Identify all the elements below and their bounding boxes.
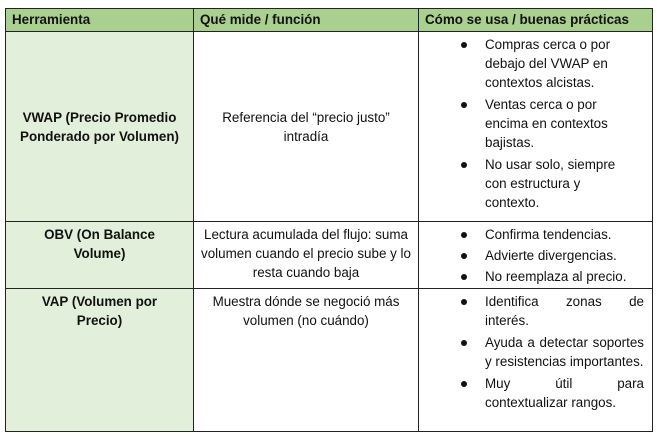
header-usage: Cómo se usa / buenas prácticas [419,9,653,32]
list-item: Muy útil para contextualizar rangos. [462,374,644,412]
measures-text: Muestra dónde se negoció más volumen (no cuándo) [212,294,400,328]
measures-cell [194,32,419,222]
tool-name: VWAP (Precio Promedio Ponderado por Volumen) [20,109,179,144]
measures-text: Lectura acumulada del flujo: suma volumen cuando el precio sube y lo resta cuando baja [201,227,411,280]
measures-text: Referencia del “precio justo” intradía [222,109,390,144]
header-tool: Herramienta [6,9,194,32]
measures-cell [194,222,419,289]
list-item: No usar solo, siempre con estructura y contexto. [462,155,624,212]
tool-name: OBV (On Balance Volume) [44,227,155,261]
list-item: Advierte divergencias. [462,246,646,265]
measures-cell [194,289,419,432]
list-item: Compras cerca o por debajo del VWAP en contextos alcistas. [462,35,624,92]
list-item: Confirma tendencias. [462,225,646,244]
list-item: Identifica zonas de interés. [462,292,644,330]
table-row [6,32,653,222]
tool-cell [6,289,194,432]
tool-cell [6,222,194,289]
tool-cell [6,32,194,222]
usage-cell [419,289,653,432]
list-item: Ayuda a detectar soportes y resistencias importantes. [462,333,644,371]
usage-list [425,292,644,412]
list-item: Ventas cerca o por encima en contextos bajistas. [462,95,624,152]
usage-cell [419,32,653,222]
usage-list [425,225,646,286]
table-row [6,289,653,432]
header-row [6,9,653,32]
usage-list [425,35,624,212]
usage-cell [419,222,653,289]
header-measures: Qué mide / función [194,9,419,32]
list-item: No reemplaza al precio. [462,267,646,286]
tool-name: VAP (Volumen por Precio) [41,294,158,328]
table-row [6,222,653,289]
volume-tools-table [5,8,653,432]
